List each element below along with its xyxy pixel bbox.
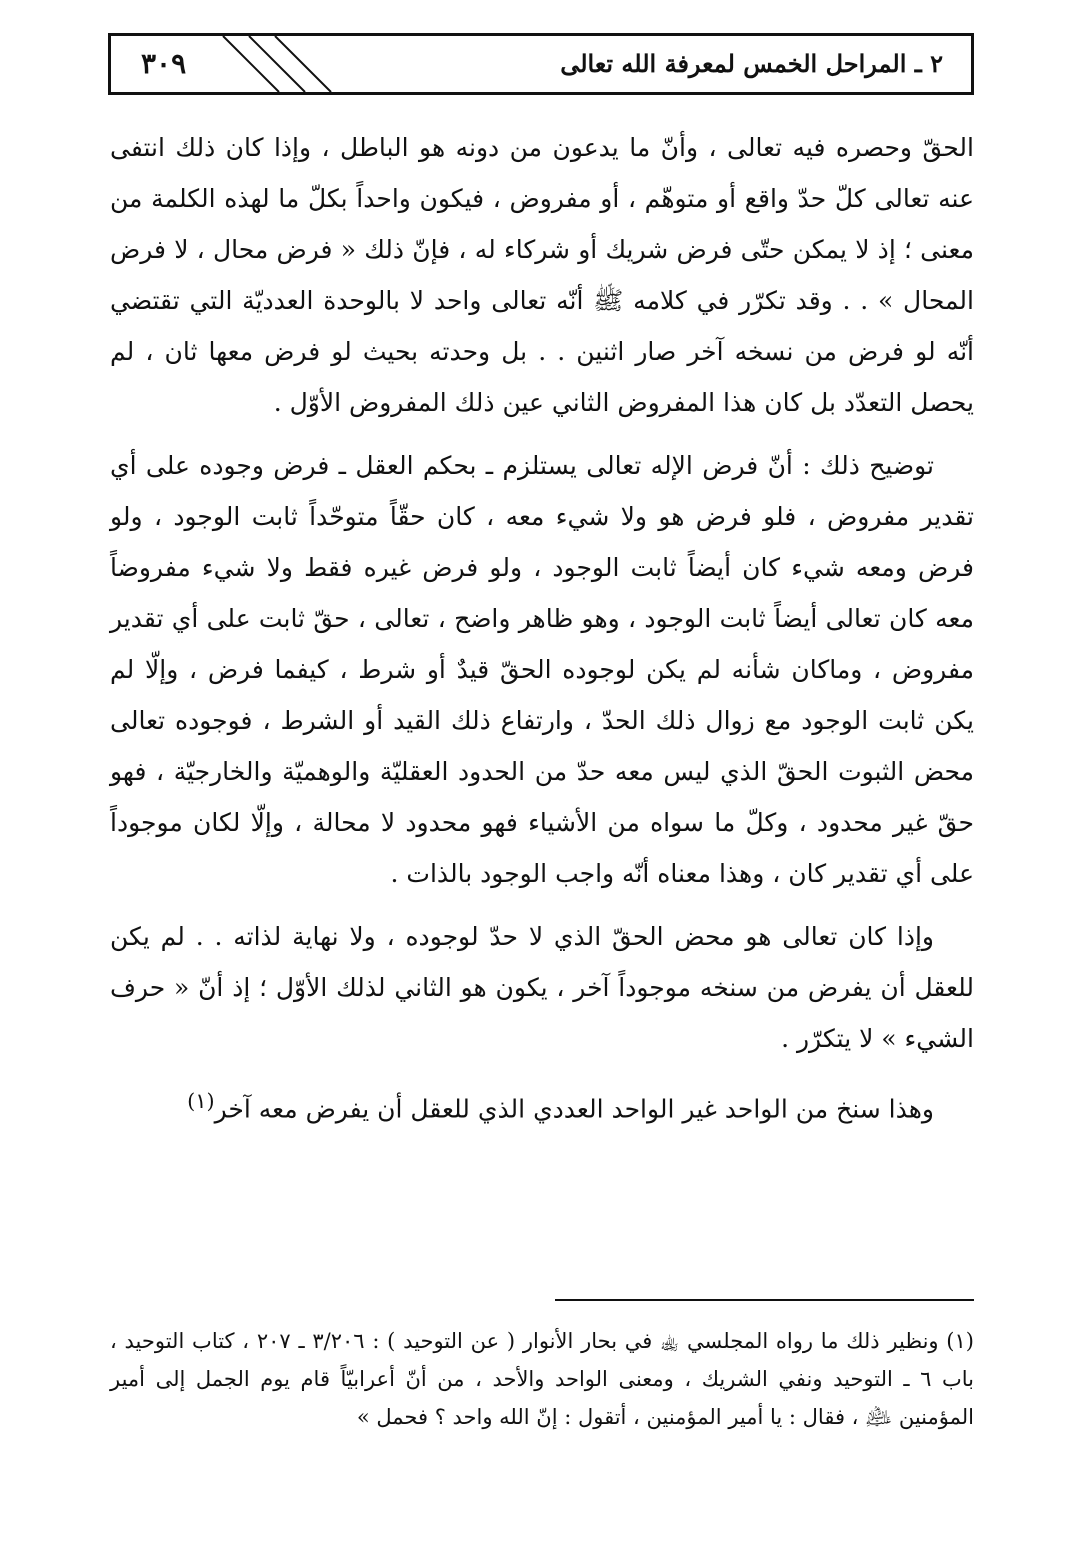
diagonal-line-2 (249, 36, 305, 92)
main-text (110, 122, 974, 1146)
running-header (108, 33, 974, 95)
diagonal-line-1 (223, 36, 279, 92)
footnote (110, 1322, 974, 1436)
paragraph-4-text: وهذا سنخ من الواحد غير الواحد العددي الذي للعقل أن يفرض معه آخر (214, 1094, 934, 1124)
footnote-divider (555, 1299, 974, 1301)
page-number: ٣٠٩ (141, 47, 187, 80)
paragraph-1: الحقّ وحصره فيه تعالى ، وأنّ ما يدعون من دونه هو الباطل ، وإذا كان ذلك انتفى عنه تعالى كلّ حدّ واقع أو متوهّم ، أو مفروض ، فيكون واحداً بكلّ ما لهذه الكلمة من معنى ؛ إذ لا يمكن حتّى فرض شريك أو شركاء له ، فإنّ ذلك « فرض محال ، لا فرض المحال » . . وقد تكرّر في كلامه ﷺ أنّه تعالى واحد لا بالوحدة العدديّة التي تقتضي أنّه لو فرض من نسخه آخر صار اثنين . . بل وحدته بحيث لو فرض معها ثان ، لم يحصل التعدّد بل كان هذا المفروض الثاني عين ذلك المفروض الأوّل . (110, 133, 974, 417)
paragraph-3: وإذا كان تعالى هو محض الحقّ الذي لا حدّ لوجوده ، ولا نهاية لذاته . . لم يكن للعقل أن يفرض من سنخه موجوداً آخر ، يكون هو الثاني لذلك الأوّل ؛ إذ أنّ « حرف الشيء » لا يتكرّر . (110, 922, 974, 1053)
footnote-reference[interactable]: (١) (187, 1089, 215, 1113)
paragraph-4 (110, 1076, 974, 1134)
chapter-title: ٢ ـ المراحل الخمس لمعرفة الله تعالى (560, 49, 943, 78)
paragraph-2: توضيح ذلك : أنّ فرض الإله تعالى يستلزم ـ بحكم العقل ـ فرض وجوده على أي تقدير مفروض ، فلو فرض هو ولا شيء معه ، كان حقّاً متوحّداً ثابت الوجود ، ولو فرض ومعه شيء كان أيضاً ثابت الوجود ، ولو فرض غيره فقط ولا شيء مفروضاً معه كان تعالى أيضاً ثابت الوجود ، وهو ظاهر واضح ، تعالى ، حقّ ثابت على أي تقدير مفروض ، وماكان شأنه لم يكن لوجوده الحقّ قيدٌ أو شرط ، كيفما فرض ، وإلّا لم يكن ثابت الوجود مع زوال ذلك الحدّ ، وارتفاع ذلك القيد أو الشرط ، فوجوده تعالى محض الثبوت الحقّ الذي ليس معه حدّ من الحدود العقليّة والوهميّة والخارجيّة ، فهو حقّ غير محدود ، وكلّ ما سواه من الأشياء فهو محدود لا محالة ، وإلّا لكان موجوداً على أي تقدير كان ، وهذا معناه أنّه واجب الوجود بالذات . (110, 451, 974, 888)
footnote-text: (١) ونظير ذلك ما رواه المجلسي ﵀ في بحار الأنوار ( عن التوحيد ) : ٣/٢٠٦ ـ ٢٠٧ ، كتاب التوحيد ، باب ٦ ـ التوحيد ونفي الشريك ، ومعنى الواحد والأحد ، من أنّ أعرابيّاً قام يوم الجمل إلى أمير المؤمنين ﵇ ، فقال : يا أمير المؤمنين ، أتقول : إنّ الله واحد ؟ فحمل » (110, 1329, 974, 1429)
diagonal-line-3 (275, 36, 331, 92)
